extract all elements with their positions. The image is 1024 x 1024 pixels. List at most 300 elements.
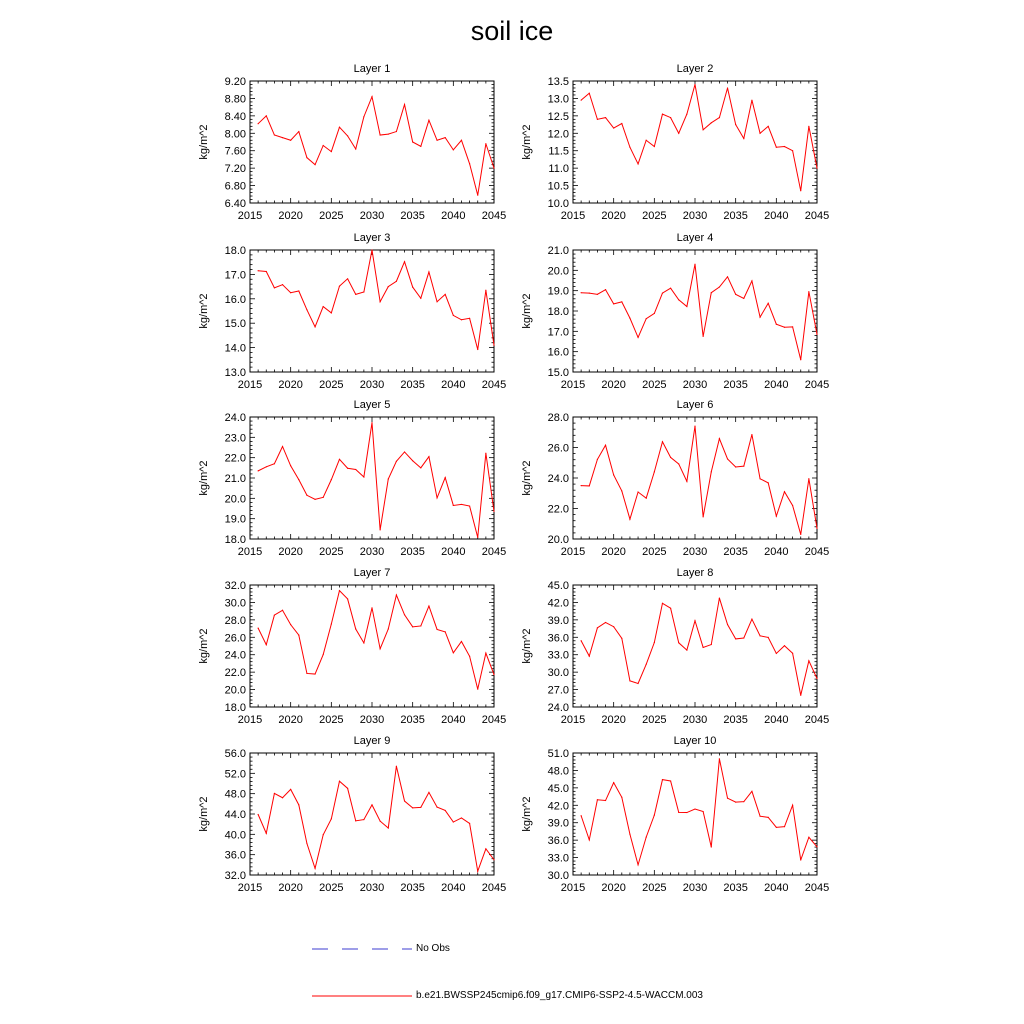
x-tick-label: 2040: [441, 714, 466, 726]
data-point: [816, 334, 817, 335]
data-point: [776, 324, 777, 325]
data-point: [686, 114, 687, 115]
x-tick-label: 2045: [804, 714, 830, 726]
data-point: [776, 827, 777, 828]
data-point: [477, 349, 478, 350]
x-tick-label: 2015: [237, 379, 263, 391]
data-point: [412, 460, 413, 461]
plot-frame: [573, 753, 817, 875]
data-point: [371, 804, 372, 805]
data-point: [314, 164, 315, 165]
data-point: [703, 336, 704, 337]
data-point: [686, 649, 687, 650]
y-axis-label: kg/m^2: [198, 293, 210, 329]
x-tick-label: 2015: [237, 882, 263, 894]
data-point: [290, 140, 291, 141]
data-point: [396, 131, 397, 132]
data-point: [751, 791, 752, 792]
data-point: [613, 127, 614, 128]
data-point: [258, 628, 259, 629]
chart-panel-7: [198, 567, 506, 726]
x-tick-label: 2030: [682, 379, 708, 391]
x-tick-label: 2025: [319, 546, 344, 558]
series-line: [258, 591, 494, 689]
y-tick-label: 27.0: [547, 684, 569, 697]
x-tick-label: 2030: [359, 714, 385, 726]
data-point: [735, 124, 736, 125]
series-line: [258, 766, 494, 871]
data-point: [784, 327, 785, 328]
data-point: [719, 438, 720, 439]
data-point: [477, 871, 478, 872]
x-tick-label: 2025: [642, 714, 667, 726]
y-axis-label: kg/m^2: [521, 460, 533, 496]
data-point: [388, 134, 389, 135]
y-tick-label: 56.0: [224, 748, 246, 760]
data-point: [453, 315, 454, 316]
y-tick-label: 17.0: [224, 269, 246, 282]
y-axis-label: kg/m^2: [198, 796, 210, 832]
x-tick-label: 2040: [441, 882, 466, 894]
data-point: [589, 293, 590, 294]
data-point: [412, 626, 413, 627]
data-point: [323, 834, 324, 835]
y-tick-label: 18.0: [224, 534, 246, 546]
data-point: [428, 456, 429, 457]
data-point: [703, 647, 704, 648]
data-point: [493, 345, 494, 346]
data-point: [445, 810, 446, 811]
chart-panel-1: [198, 63, 506, 222]
data-point: [266, 271, 267, 272]
y-tick-label: 19.0: [547, 285, 569, 298]
data-point: [258, 470, 259, 471]
data-point: [258, 270, 259, 271]
x-tick-label: 2020: [601, 546, 626, 558]
data-point: [404, 261, 405, 262]
y-axis-label: kg/m^2: [198, 460, 210, 496]
plot-frame: [250, 585, 494, 707]
y-tick-label: 39.0: [547, 614, 569, 627]
data-point: [703, 811, 704, 812]
chart-panel-4: [521, 232, 829, 391]
data-point: [493, 674, 494, 675]
chart-title: Layer 5: [353, 399, 391, 411]
y-tick-label: 10.5: [547, 180, 569, 193]
data-point: [711, 846, 712, 847]
y-tick-label: 30.0: [224, 597, 246, 610]
data-point: [412, 141, 413, 142]
data-point: [776, 653, 777, 654]
data-point: [485, 848, 486, 849]
data-point: [477, 195, 478, 196]
x-tick-label: 2040: [441, 210, 466, 222]
data-point: [589, 656, 590, 657]
data-point: [629, 680, 630, 681]
data-point: [396, 766, 397, 767]
y-tick-label: 30.0: [547, 667, 569, 680]
y-tick-label: 33.0: [547, 649, 569, 662]
data-point: [800, 859, 801, 860]
data-point: [581, 640, 582, 641]
series-line: [581, 426, 817, 534]
data-point: [371, 422, 372, 423]
data-point: [605, 800, 606, 801]
x-tick-label: 2030: [359, 379, 385, 391]
plot-frame: [573, 81, 817, 203]
data-point: [453, 652, 454, 653]
data-point: [453, 149, 454, 150]
data-point: [388, 286, 389, 287]
data-point: [605, 445, 606, 446]
x-tick-label: 2045: [804, 546, 830, 558]
data-point: [396, 594, 397, 595]
data-point: [331, 623, 332, 624]
y-axis-label: kg/m^2: [521, 124, 533, 160]
data-point: [678, 812, 679, 813]
data-point: [621, 797, 622, 798]
data-point: [759, 816, 760, 817]
data-point: [581, 485, 582, 486]
data-point: [662, 293, 663, 294]
data-point: [282, 610, 283, 611]
data-point: [461, 140, 462, 141]
data-point: [298, 290, 299, 291]
x-tick-label: 2035: [723, 882, 748, 894]
data-point: [751, 434, 752, 435]
x-tick-label: 2015: [237, 210, 263, 222]
x-tick-label: 2040: [441, 379, 466, 391]
data-point: [776, 516, 777, 517]
data-point: [621, 490, 622, 491]
data-point: [412, 286, 413, 287]
data-point: [792, 505, 793, 506]
data-point: [363, 642, 364, 643]
data-point: [597, 459, 598, 460]
data-point: [266, 466, 267, 467]
chart-panel-6: [521, 399, 829, 558]
y-tick-label: 32.0: [224, 870, 246, 882]
y-tick-label: 45.0: [547, 580, 569, 592]
data-point: [331, 312, 332, 313]
data-point: [445, 137, 446, 138]
data-point: [768, 482, 769, 483]
data-point: [331, 479, 332, 480]
x-tick-label: 2035: [723, 714, 748, 726]
x-tick-label: 2020: [601, 714, 626, 726]
x-tick-label: 2035: [723, 210, 748, 222]
data-point: [613, 303, 614, 304]
y-tick-label: 51.0: [547, 748, 569, 760]
x-tick-label: 2020: [278, 210, 303, 222]
chart-title: Layer 10: [673, 735, 717, 747]
data-point: [597, 294, 598, 295]
data-point: [670, 117, 671, 118]
x-tick-label: 2045: [804, 379, 830, 391]
data-point: [380, 529, 381, 530]
y-axis-label: kg/m^2: [521, 293, 533, 329]
y-tick-label: 16.0: [224, 293, 246, 306]
y-tick-label: 36.0: [547, 632, 569, 645]
x-tick-label: 2030: [682, 714, 708, 726]
data-point: [420, 146, 421, 147]
x-tick-label: 2015: [560, 714, 586, 726]
data-point: [759, 478, 760, 479]
data-point: [388, 628, 389, 629]
data-point: [637, 491, 638, 492]
y-tick-label: 8.40: [224, 110, 246, 123]
y-tick-label: 6.80: [224, 180, 246, 193]
plot-frame: [573, 417, 817, 539]
x-tick-label: 2020: [278, 714, 303, 726]
x-tick-label: 2030: [359, 546, 385, 558]
data-point: [380, 134, 381, 135]
x-tick-label: 2020: [601, 379, 626, 391]
data-point: [290, 789, 291, 790]
x-tick-label: 2025: [319, 882, 344, 894]
data-point: [461, 504, 462, 505]
data-point: [469, 505, 470, 506]
data-point: [711, 122, 712, 123]
data-point: [670, 288, 671, 289]
data-point: [629, 519, 630, 520]
data-point: [800, 359, 801, 360]
data-point: [768, 817, 769, 818]
y-tick-label: 11.5: [548, 145, 569, 158]
data-point: [727, 624, 728, 625]
data-point: [686, 306, 687, 307]
y-tick-label: 19.0: [224, 513, 246, 526]
data-point: [678, 299, 679, 300]
chart-title: Layer 9: [353, 735, 391, 747]
data-point: [396, 281, 397, 282]
data-point: [662, 603, 663, 604]
y-tick-label: 21.0: [547, 245, 569, 257]
data-point: [371, 249, 372, 250]
data-point: [347, 278, 348, 279]
data-point: [380, 301, 381, 302]
data-point: [816, 168, 817, 169]
x-tick-label: 2040: [764, 546, 789, 558]
data-point: [784, 491, 785, 492]
legend-obs-label: No Obs: [416, 943, 450, 954]
y-tick-label: 13.0: [224, 367, 246, 379]
plot-frame: [250, 250, 494, 372]
data-point: [282, 797, 283, 798]
data-point: [597, 627, 598, 628]
x-tick-label: 2030: [359, 882, 385, 894]
y-tick-label: 26.0: [547, 442, 569, 455]
data-point: [371, 96, 372, 97]
data-point: [662, 114, 663, 115]
data-point: [751, 100, 752, 101]
data-point: [711, 292, 712, 293]
data-point: [613, 782, 614, 783]
y-tick-label: 7.20: [224, 163, 246, 176]
data-point: [380, 821, 381, 822]
y-tick-label: 20.0: [547, 534, 569, 546]
data-point: [485, 290, 486, 291]
data-point: [258, 814, 259, 815]
y-tick-label: 42.0: [547, 800, 569, 813]
data-point: [678, 642, 679, 643]
data-point: [670, 780, 671, 781]
x-tick-label: 2015: [560, 882, 586, 894]
x-tick-label: 2040: [764, 379, 789, 391]
x-tick-label: 2035: [400, 714, 425, 726]
y-tick-label: 9.20: [224, 76, 246, 88]
data-point: [306, 157, 307, 158]
x-tick-label: 2025: [319, 379, 344, 391]
y-tick-label: 36.0: [547, 835, 569, 848]
data-point: [493, 511, 494, 512]
data-point: [339, 781, 340, 782]
data-point: [314, 499, 315, 500]
y-tick-label: 44.0: [224, 809, 246, 821]
data-point: [266, 833, 267, 834]
x-tick-label: 2030: [682, 546, 708, 558]
data-point: [436, 629, 437, 630]
data-point: [800, 534, 801, 535]
data-point: [339, 459, 340, 460]
data-point: [461, 817, 462, 818]
data-point: [743, 138, 744, 139]
data-point: [363, 291, 364, 292]
chart-title: Layer 3: [353, 232, 391, 244]
data-point: [331, 818, 332, 819]
series-line: [581, 598, 817, 695]
data-point: [808, 837, 809, 838]
data-point: [404, 104, 405, 105]
y-tick-label: 12.0: [547, 128, 569, 141]
data-point: [412, 807, 413, 808]
data-point: [792, 805, 793, 806]
x-tick-label: 2035: [400, 379, 425, 391]
data-point: [469, 823, 470, 824]
data-point: [816, 528, 817, 529]
chart-panel-9: [198, 735, 506, 894]
data-point: [420, 807, 421, 808]
data-point: [388, 827, 389, 828]
data-point: [605, 289, 606, 290]
x-tick-label: 2030: [682, 210, 708, 222]
data-point: [306, 673, 307, 674]
data-point: [363, 476, 364, 477]
y-tick-label: 13.0: [547, 93, 569, 106]
y-tick-label: 23.0: [224, 432, 246, 445]
data-point: [347, 468, 348, 469]
data-point: [629, 834, 630, 835]
data-point: [274, 793, 275, 794]
data-point: [445, 294, 446, 295]
chart-title: Layer 7: [353, 567, 391, 579]
data-point: [282, 137, 283, 138]
data-point: [808, 478, 809, 479]
data-point: [282, 446, 283, 447]
y-tick-label: 52.0: [224, 768, 246, 781]
data-point: [654, 146, 655, 147]
y-tick-label: 18.0: [224, 702, 246, 714]
x-tick-label: 2025: [642, 882, 667, 894]
x-tick-label: 2025: [319, 210, 344, 222]
data-point: [694, 264, 695, 265]
data-point: [298, 479, 299, 480]
data-point: [784, 826, 785, 827]
chart-title: Layer 6: [676, 399, 714, 411]
data-point: [485, 143, 486, 144]
data-point: [646, 837, 647, 838]
plot-frame: [250, 417, 494, 539]
data-point: [380, 648, 381, 649]
data-point: [637, 683, 638, 684]
plot-frame: [573, 585, 817, 707]
data-point: [388, 478, 389, 479]
data-point: [637, 864, 638, 865]
chart-panel-3: [198, 232, 506, 391]
data-point: [323, 306, 324, 307]
y-tick-label: 42.0: [547, 597, 569, 610]
data-point: [800, 695, 801, 696]
data-point: [355, 628, 356, 629]
y-tick-label: 32.0: [224, 580, 246, 592]
data-point: [727, 798, 728, 799]
data-point: [355, 148, 356, 149]
data-point: [581, 100, 582, 101]
data-point: [298, 131, 299, 132]
data-point: [597, 119, 598, 120]
data-point: [686, 812, 687, 813]
data-point: [323, 145, 324, 146]
data-point: [420, 298, 421, 299]
data-point: [363, 819, 364, 820]
data-point: [800, 190, 801, 191]
chart-title: Layer 2: [676, 63, 714, 75]
x-tick-label: 2045: [481, 546, 507, 558]
x-tick-label: 2035: [723, 379, 748, 391]
y-tick-label: 15.0: [547, 367, 569, 379]
data-point: [597, 799, 598, 800]
chart-title: Layer 8: [676, 567, 714, 579]
x-tick-label: 2040: [441, 546, 466, 558]
data-point: [428, 792, 429, 793]
data-point: [727, 276, 728, 277]
data-point: [629, 147, 630, 148]
y-tick-label: 40.0: [224, 829, 246, 842]
x-tick-label: 2015: [560, 210, 586, 222]
data-point: [371, 607, 372, 608]
y-tick-label: 26.0: [224, 632, 246, 645]
data-point: [347, 135, 348, 136]
data-point: [719, 597, 720, 598]
x-tick-label: 2020: [278, 546, 303, 558]
data-point: [461, 641, 462, 642]
data-point: [735, 801, 736, 802]
data-point: [306, 495, 307, 496]
x-tick-label: 2020: [278, 882, 303, 894]
data-point: [719, 286, 720, 287]
data-point: [469, 163, 470, 164]
data-point: [613, 626, 614, 627]
data-point: [654, 642, 655, 643]
y-tick-label: 30.0: [547, 870, 569, 882]
y-tick-label: 39.0: [547, 817, 569, 830]
data-point: [306, 843, 307, 844]
y-tick-label: 48.0: [224, 788, 246, 801]
data-point: [816, 678, 817, 679]
x-tick-label: 2020: [278, 379, 303, 391]
data-point: [445, 631, 446, 632]
data-point: [355, 294, 356, 295]
